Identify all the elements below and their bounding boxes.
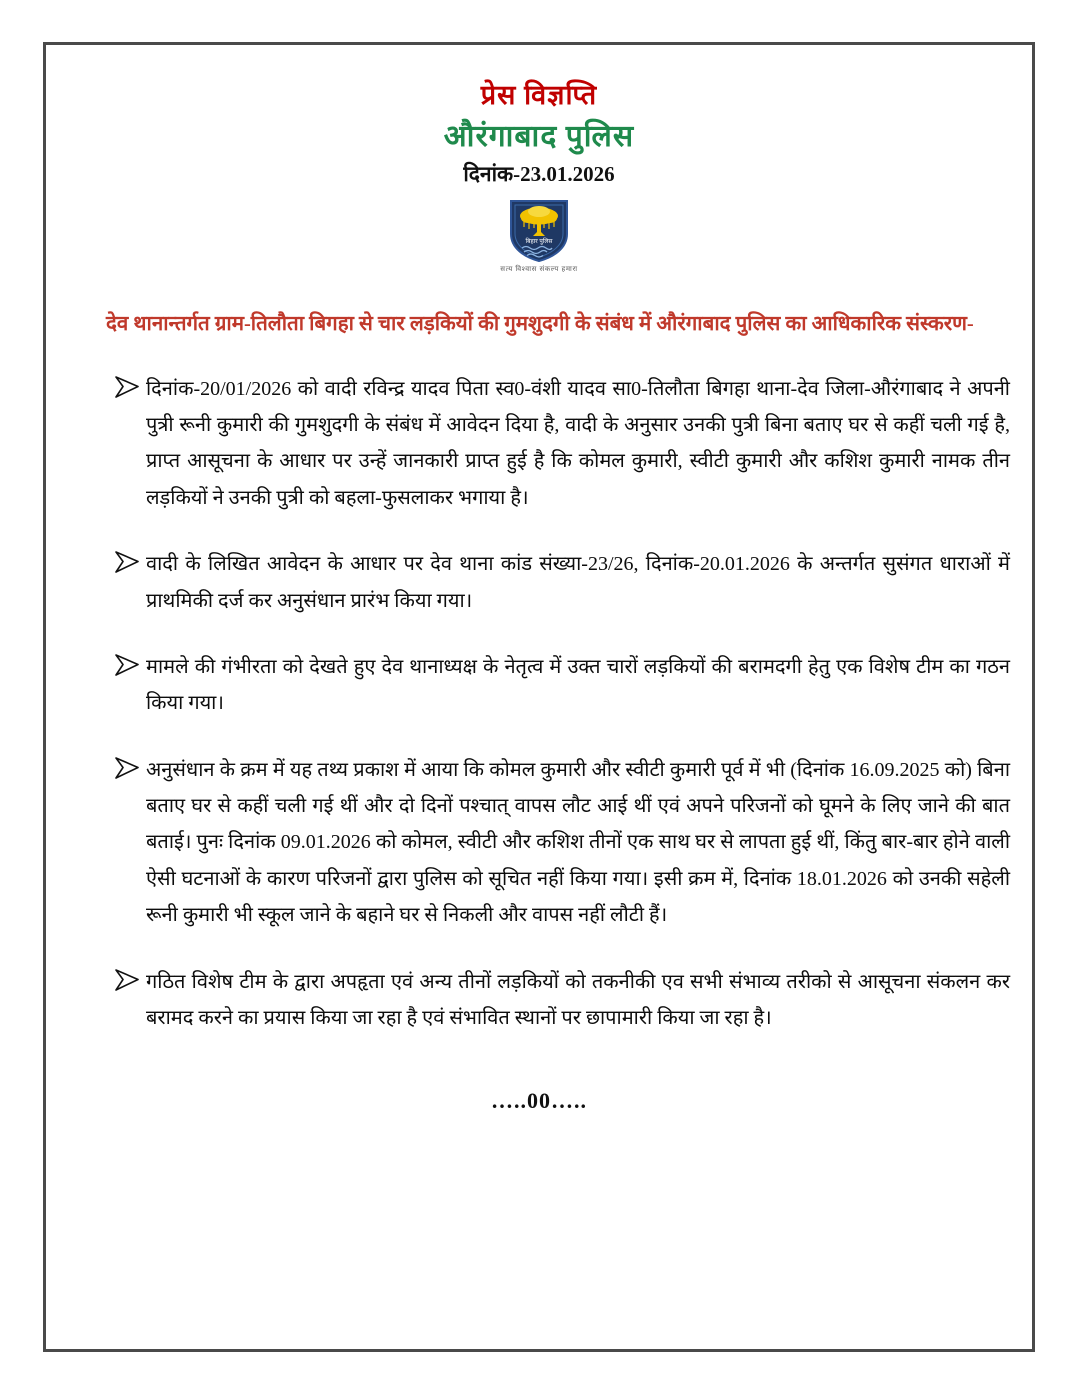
bihar-police-emblem-icon <box>507 198 571 264</box>
page-title: प्रेस विज्ञप्ति <box>480 80 598 110</box>
list-item <box>62 649 1016 722</box>
list-item <box>62 964 1016 1037</box>
closing-mark: …..00….. <box>491 1088 587 1114</box>
masthead <box>62 62 1016 275</box>
list-item <box>62 546 1016 619</box>
release-date: दिनांक-23.01.2026 <box>463 162 615 187</box>
list-item-text: अनुसंधान के क्रम में यह तथ्य प्रकाश में आया कि कोमल कुमारी और स्वीटी कुमारी पूर्व में भी (दिनांक 16.09.2025 को) बिना बताए घर से कहीं चली गई थीं और दो दिनों पश्चात् वापस लौट आई थीं एवं अपने परिजनों को घूमने के लिए जाने की बात बताई। पुनः दिनांक 09.01.2026 को कोमल, स्वीटी और कशिश तीनों एक साथ घर से लापता हुई थीं, किंतु बार-बार होने वाली ऐसी घटनाओं के कारण परिजनों द्वारा पुलिस को सूचित नहीं किया गया। इसी क्रम में, दिनांक 18.01.2026 को उनकी सहेली रूनी कुमारी भी स्कूल जाने के बहाने घर से निकली और वापस नहीं लौटी हैं। <box>146 758 1010 927</box>
arrow-bullet-icon <box>114 550 140 574</box>
list-item <box>62 371 1016 517</box>
emblem-block <box>62 198 1016 274</box>
list-item <box>62 752 1016 934</box>
list-item-text: वादी के लिखित आवेदन के आधार पर देव थाना कांड संख्या-23/26, दिनांक-20.01.2026 के अन्तर्गत सुसंगत धाराओं में प्राथमिकी दर्ज कर अनुसंधान प्रारंभ किया गया। <box>146 553 1010 612</box>
list-item-text: गठित विशेष टीम के द्वारा अपहृता एवं अन्य तीनों लड़कियों को तकनीकी एव सभी संभाव्य तरीको से आसूचना संकलन कर बरामद करने का प्रयास किया जा रहा है एवं संभावित स्थानों पर छापामारी किया जा रहा है। <box>146 970 1010 1030</box>
arrow-bullet-icon <box>114 375 140 399</box>
organization-name: औरंगाबाद पुलिस <box>443 120 635 154</box>
document-content <box>62 62 1016 1114</box>
arrow-bullet-icon <box>114 756 140 780</box>
list-item-text: मामले की गंभीरता को देखते हुए देव थानाध्यक्ष के नेतृत्व में उक्त चारों लड़कियों की बरामदगी हेतु एक विशेष टीम का गठन किया गया। <box>146 655 1010 715</box>
list-item-text: दिनांक-20/01/2026 को वादी रविन्द्र यादव पिता स्व0-वंशी यादव सा0-तिलौता बिगहा थाना-देव जिला-औरंगाबाद ने अपनी पुत्री रूनी कुमारी की गुमशुदगी के संबंध में आवेदन दिया है, वादी के अनुसार उनकी पुत्री बिना बताए घर से कहीं चली गई है, प्राप्त आसूचना के आधार पर उन्हें जानकारी प्राप्त हुई है कि कोमल कुमारी, स्वीटी कुमारी और कशिश कुमारी नामक तीन लड़कियों ने उनकी पुत्री को बहला-फुसलाकर भगाया है। <box>146 377 1010 509</box>
document-subtitle: देव थानान्तर्गत ग्राम-तिलौता बिगहा से चार लड़कियों की गुमशुदगी के संबंध में औरंगाबाद पुलिस का आधिकारिक संस्करण- <box>106 312 974 335</box>
bullet-list <box>62 371 1016 1037</box>
svg-text:बिहार पुलिस: बिहार पुलिस <box>525 239 553 246</box>
arrow-bullet-icon <box>114 653 140 677</box>
emblem-motto: सत्य विश्वास संकल्प हमारा <box>500 266 578 274</box>
arrow-bullet-icon <box>114 968 140 992</box>
